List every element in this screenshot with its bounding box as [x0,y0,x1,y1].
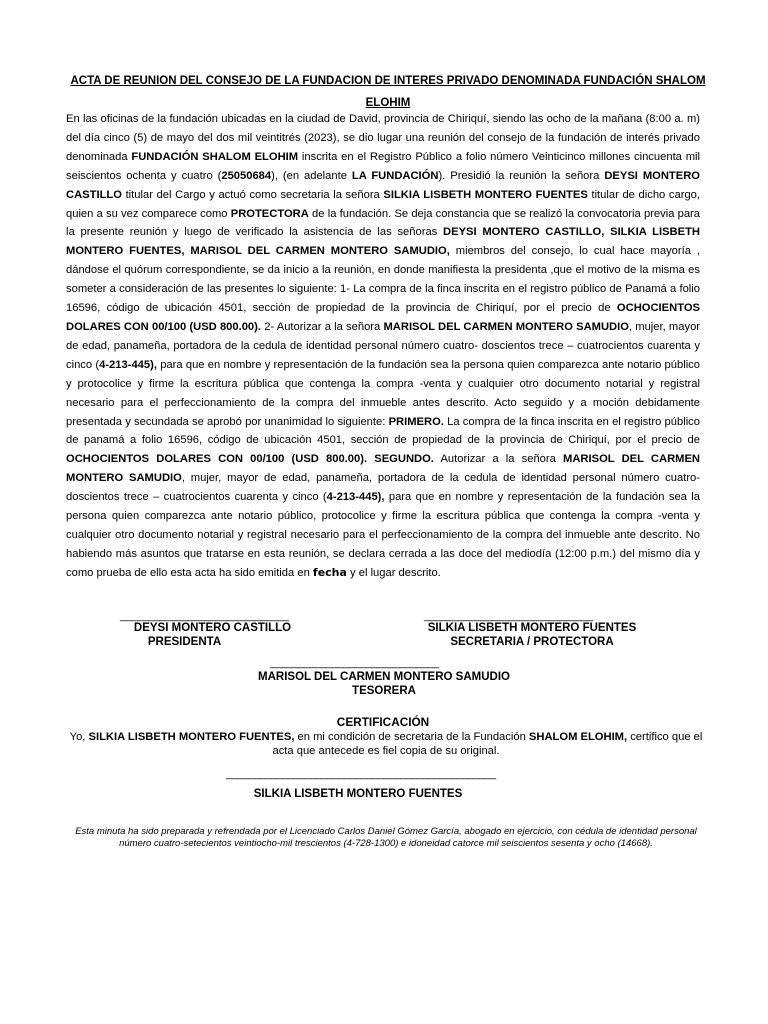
body-text-segment: , mujer, mayor de edad, panameña, portadora de la cedula de identidad personal número cuatro- doscientos trece – cuatrocientos cuarenta y cinco ( [66,472,700,504]
id-number: 4-213-445), [99,358,157,371]
fecha-word: fecha [312,565,347,579]
signature-line-secretaria: ______________________________ [424,610,593,622]
signer-role: TESORERA [352,685,416,697]
signer-name: MARISOL DEL CARMEN MONTERO SAMUDIO [258,671,510,683]
body-text-segment: Autorizar a la señora [433,453,564,466]
meeting-minutes-body [66,110,700,583]
body-text-segment: 2- Autorizar a la señora [261,320,384,333]
body-text-segment: para que en nombre y representación de la fundación sea la persona quien comparezca ante notario público y protocolice y firme la escritura pública que contenga la compra -venta y cualquier otro documento notarial y registral necesario para el perfeccionamiento de la compra del inmueble antes descrito. Acto seguido y a moción debidamente presentada y secundada se aprobó por unanimidad lo siguiente: [66,358,700,428]
resolution-first: PRIMERO. [388,415,444,428]
price-amount-second: OCHOCIENTOS DOLARES CON 00/100 (USD 800.00). SEGUNDO. [66,453,434,466]
certification-signer: SILKIA LISBETH MONTERO FUENTES [253,788,463,800]
signature-line-certification: ________________________________________________ [226,768,496,780]
document-title: ACTA DE REUNION DEL CONSEJO DE LA FUNDACION DE INTERES PRIVADO DENOMINADA FUNDACIÓN SHALOM ELOHIM [70,75,706,109]
foundation-alias: LA FUNDACIÓN [351,169,439,182]
signer-role: PRESIDENTA [147,636,222,648]
council-members: DEYSI MONTERO CASTILLO, SILKIA LISBETH MONTERO FUENTES, MARISOL DEL CARMEN MONTERO SAMUDIO, [66,226,700,258]
body-text-segment: , mujer, mayor de edad, panameña, portadora de la cedula de identidad personal número cuatro- doscientos trece – cuatrocientos cuarenta y cinco ( [66,320,701,371]
treasurer-name-second: MARISOL DEL CARMEN MONTERO SAMUDIO [66,453,701,485]
certification-text [66,730,706,758]
treasurer-name: MARISOL DEL CARMEN MONTERO SAMUDIO [383,320,629,333]
secretary-name: SILKIA LISBETH MONTERO FUENTES [383,188,588,201]
protector-role: PROTECTORA [230,207,309,220]
signature-tesorera [234,670,534,698]
body-text-segment: ), (en adelante [271,169,352,182]
signature-line-presidenta: ______________________________ [120,610,289,622]
cert-foundation-name: SHALOM ELOHIM, [528,731,628,743]
cert-text-segment: certifico que el acta que antecede es fiel copia de su original. [272,731,703,757]
body-text-segment: de la fundación. Se deja constancia que se realizó la convocatoria previa para la presente reunión y luego de verificado la asistencia de las señoras [66,207,701,239]
body-text-segment: titular del Cargo y actuó como secretaria la señora [121,188,384,201]
cert-text-segment: en mi condición de secretaria de la Fundación [294,731,529,743]
cert-secretary-name: SILKIA LISBETH MONTERO FUENTES, [88,731,295,743]
certification-title: CERTIFICACIÓN [336,715,430,729]
signature-line-tesorera: ______________________________ [270,657,439,669]
body-text-segment: para que en nombre y representación de la fundación sea la persona quien comparezca ante notario público, protocolice y firme la escritura pública que contenga la compra -venta y cualquier otro documento notarial y registral necesario para el perfeccionamiento de la compra del inmueble ante descrito. No habiendo más asuntos que tratarse en esta reunión, se declara cerrada a las doce del mediodía (12:00 p.m.) del mismo día y como prueba de ello esta acta ha sido emitida en [66,491,700,579]
signer-name: DEYSI MONTERO CASTILLO [133,622,292,634]
price-amount: OCHOCIENTOS DOLARES CON 00/100 (USD 800.00). [66,302,700,333]
president-name: DEYSI MONTERO CASTILLO [66,169,701,201]
body-text-segment: miembros del consejo, lo cual hace mayoría , dándose el quórum correspondiente, se da inicio a la reunión, en donde manifiesta la presidenta ,que el motivo de la misma es someter a consideración de las presentes lo siguiente: 1- La compra de la finca inscrita en el registro público de Panamá a folio 16596, código de ubicación 4501, sección de propiedad de la provincia de Chiriquí, por el precio de [66,245,700,315]
body-text-segment: y el lugar descrito. [346,566,441,579]
body-text-segment: En las oficinas de la fundación ubicadas en la ciudad de David, provincia de Chiriquí, siendo las ocho de la mañana (8:00 a. m) del día cinco (5) de mayo del dos mil veintitrés (2023), se dio lugar una reunión del consejo de la fundación de interés privado denominada [66,113,700,163]
signer-role: SECRETARIA / PROTECTORA [450,636,614,648]
signature-secretaria [412,621,652,649]
footer-note: Esta minuta ha sido preparada y refrendada por el Licenciado Carlos Daniel Gómez García, abogado en ejercicio, con cédula de identidad personal número cuatro-setecientos veintiocho-mil trescientos (4-728-1300) e idoneidad catorce mil seiscientos sesenta y ocho (14668). [75,826,697,849]
foundation-name: FUNDACIÓN SHALOM ELOHIM [131,150,299,163]
body-text-segment: La compra de la finca inscrita en el registro público de panamá a folio 16596, código de ubicación 4501, sección de propiedad de la provincia de Chiriquí, por el precio de [66,415,700,447]
signature-presidenta [110,621,315,649]
cert-text-segment: Yo, [69,731,89,743]
body-text-segment: inscrita en el Registro Público a folio número Veinticinco millones cincuenta mil seiscientos ochenta y cuatro ( [66,150,700,182]
body-text-segment: ). Presidió la reunión la señora [438,169,605,182]
id-number-second: 4-213-445), [326,491,385,504]
body-text-segment: titular de dicho cargo, quien a su vez comparece como [66,188,701,220]
registry-number: 25050684 [221,169,272,182]
signer-name: SILKIA LISBETH MONTERO FUENTES [427,622,637,634]
